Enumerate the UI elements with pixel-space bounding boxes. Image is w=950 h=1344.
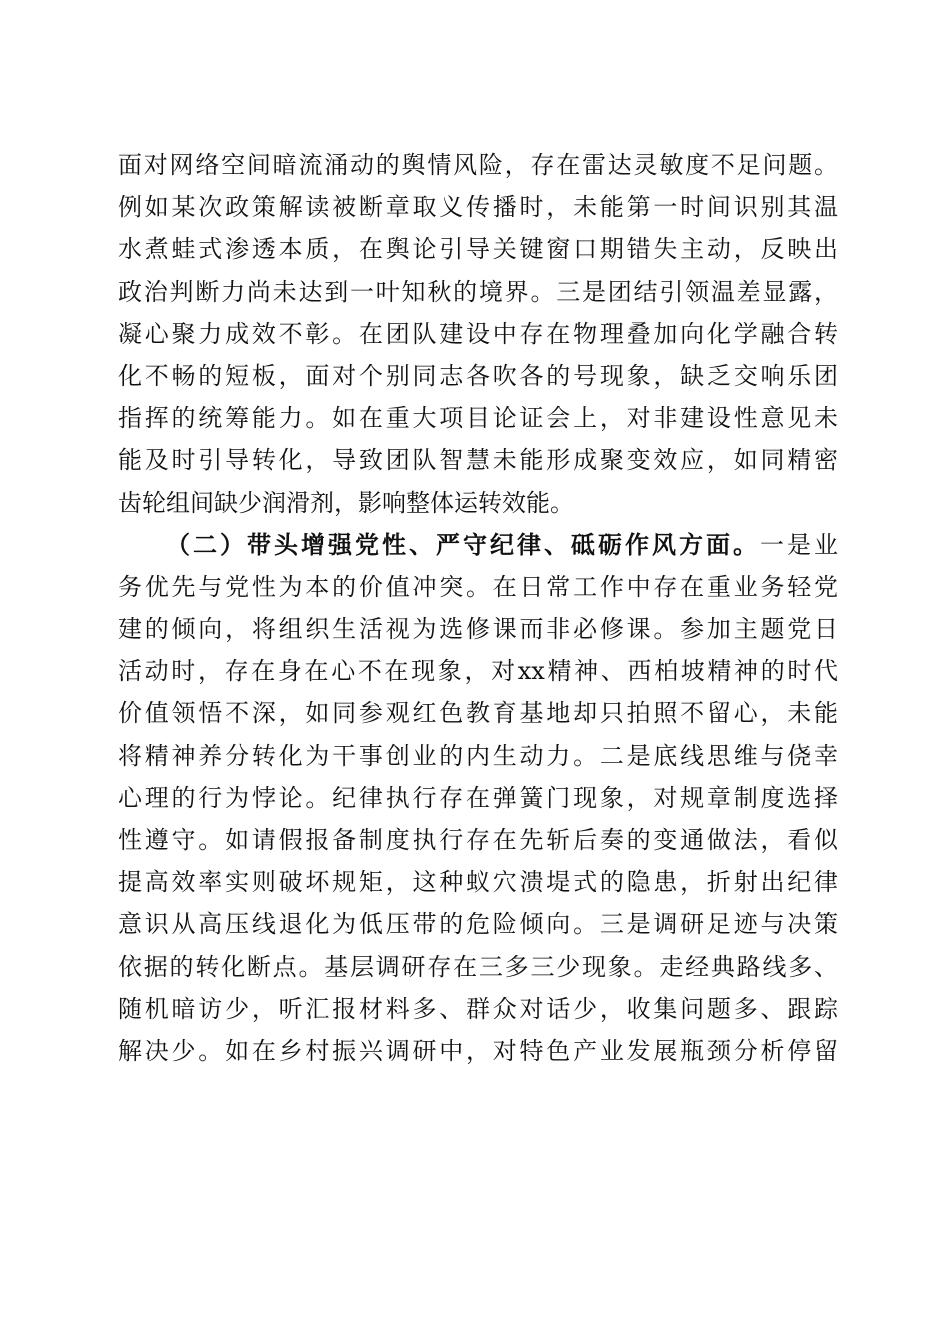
- paragraph-2-line: 价值领悟不深，如同参观红色教育基地却只拍照不留心，未能: [118, 699, 838, 728]
- paragraph-2-line: 提高效率实则破坏规矩，这种蚁穴溃堤式的隐患，折射出纪律: [118, 868, 838, 897]
- paragraph-2-first-line-text: 一是业: [760, 530, 838, 559]
- paragraph-1-line: 指挥的统筹能力。如在重大项目论证会上，对非建设性意见未: [118, 404, 838, 433]
- paragraph-1-line: 能及时引导转化，导致团队智慧未能形成聚变效应，如同精密: [118, 446, 838, 475]
- paragraph-2-line: 建的倾向，将组织生活视为选修课而非必修课。参加主题党日: [118, 615, 838, 644]
- paragraph-2-line: 心理的行为悖论。纪律执行存在弹簧门现象，对规章制度选择: [118, 783, 838, 812]
- paragraph-2-line: 活动时，存在身在心不在现象，对xx精神、西柏坡精神的时代: [118, 657, 838, 686]
- document-body: [118, 144, 838, 1072]
- paragraph-1-line: 凝心聚力成效不彰。在团队建设中存在物理叠加向化学融合转: [118, 319, 838, 348]
- paragraph-2-line: 意识从高压线退化为低压带的危险倾向。三是调研足迹与决策: [118, 910, 838, 939]
- paragraph-1-line: 政治判断力尚未达到一叶知秋的境界。三是团结引领温差显露，: [118, 277, 838, 306]
- paragraph-2-line: 务优先与党性为本的价值冲突。在日常工作中存在重业务轻党: [118, 572, 838, 601]
- paragraph-1-line: 水煮蛙式渗透本质，在舆论引导关键窗口期错失主动，反映出: [118, 235, 838, 264]
- paragraph-2-line: 随机暗访少，听汇报材料多、群众对话少，收集问题多、跟踪: [118, 994, 838, 1023]
- paragraph-1-line: 面对网络空间暗流涌动的舆情风险，存在雷达灵敏度不足问题。: [118, 151, 838, 179]
- paragraph-1-line: 齿轮组间缺少润滑剂，影响整体运转效能。: [118, 488, 574, 517]
- paragraph-2-first-line: [118, 524, 838, 566]
- paragraph-1-line: 例如某次政策解读被断章取义传播时，未能第一时间识别其温: [118, 193, 838, 222]
- paragraph-2-line: 性遵守。如请假报备制度执行存在先斩后奏的变通做法，看似: [118, 826, 838, 854]
- paragraph-1-line: 化不畅的短板，面对个别同志各吹各的号现象，缺乏交响乐团: [118, 361, 838, 390]
- section-heading: （二）带头增强党性、严守纪律、砥砺作风方面。: [166, 529, 760, 559]
- paragraph-2-line: 将精神养分转化为干事创业的内生动力。二是底线思维与侥幸: [118, 741, 838, 770]
- paragraph-2-line: 依据的转化断点。基层调研存在三多三少现象。走经典路线多、: [118, 952, 838, 981]
- paragraph-2-line: 解决少。如在乡村振兴调研中，对特色产业发展瓶颈分析停留: [118, 1036, 838, 1065]
